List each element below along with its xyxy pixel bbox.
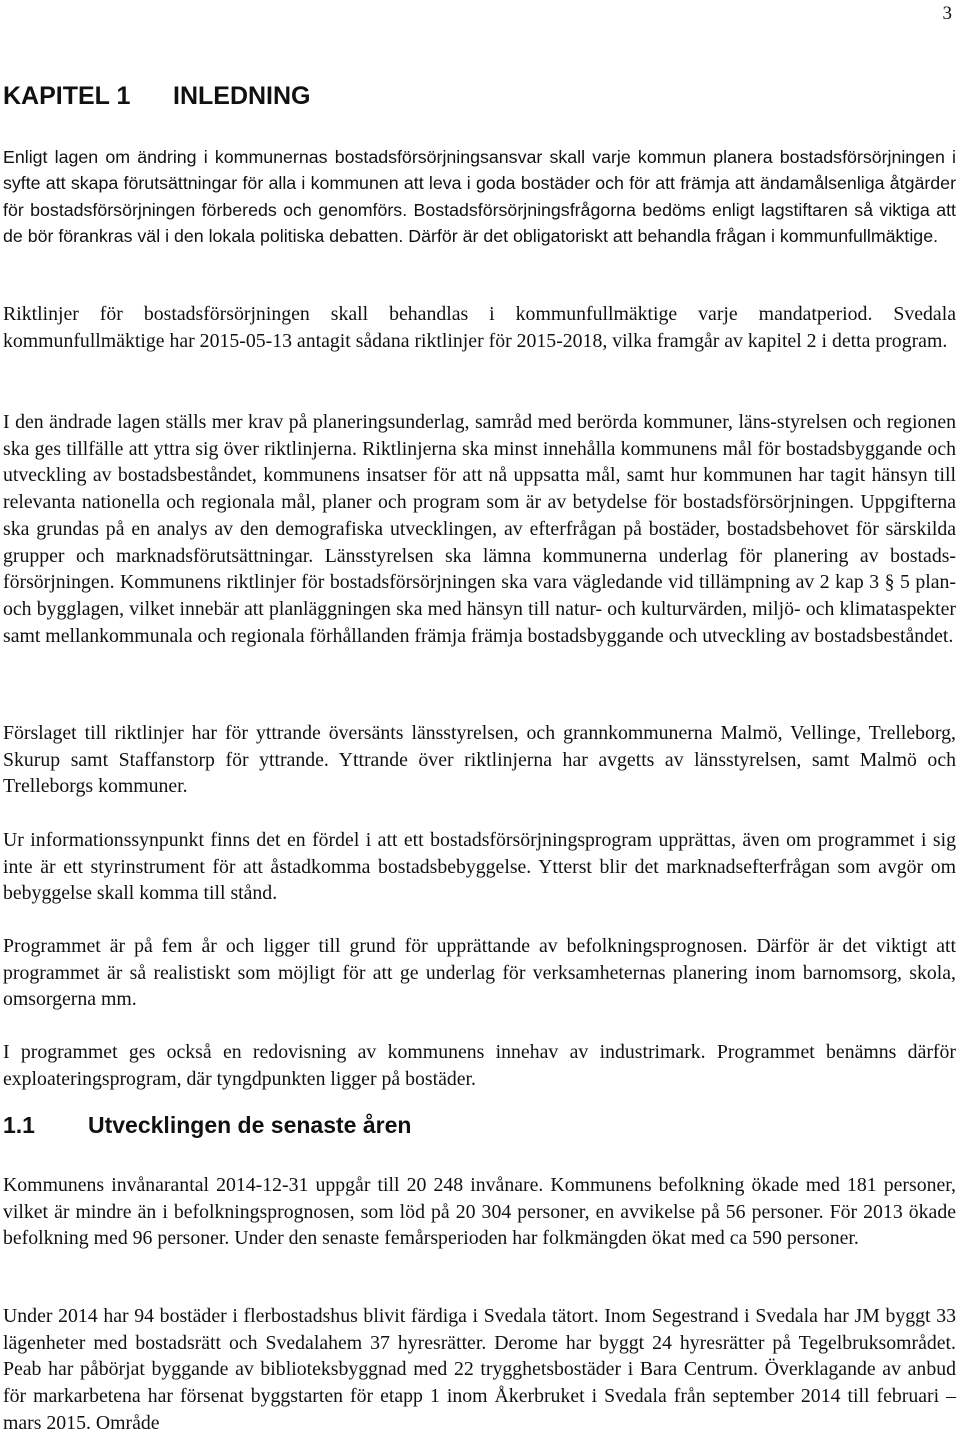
chapter-number: KAPITEL 1 — [3, 82, 131, 110]
chapter-title: INLEDNING — [173, 82, 311, 110]
chapter-heading — [3, 82, 311, 111]
paragraph-programmet: Programmet är på fem år och ligger till grund för upprättande av befolkningsprognosen. Därför är det viktigt att programmet är så realistiskt som möjligt för att ge underlag för verksamheternas planering inom barnomsorg, skola, omsorgerna mm. — [3, 935, 956, 1011]
paragraph-industrimark: I programmet ges också en redovisning av kommunens innehav av industrimark. Programmet benämns därför exploateringsprogram, där tyngdpunkten ligger på bostäder. — [3, 1041, 956, 1090]
paragraph-andrade-lagen: I den ändrade lagen ställs mer krav på planeringsunderlag, samråd med berörda kommuner, läns-styrelsen och regionen ska ges tillfälle att yttra sig över riktlinjerna. Riktlinjerna ska minst innehålla kommunens mål för bostadsbyggande och utveckling av bostadsbeståndet, kommunens insatser för att nå uppsatta mål, samt hur kommunen har tagit hänsyn till relevanta nationella och regionala mål, planer och program som är av betydelse för bostadsförsörjningen. Uppgifterna ska grundas på en analys av den demografiska utvecklingen, av efterfrågan på bostäder, bostadsbehovet för särskilda grupper och marknadsförutsättningar. Länsstyrelsen ska lämna kommunerna underlag för planering av bostads-försörjningen. Kommunens riktlinjer för bostadsförsörjningen ska vara vägledande vid tillämpning av 2 kap 3 § 5 plan- och bygglagen, vilket innebär att planläggningen ska med hänsyn till natur- och kulturvärden, miljö- och klimataspekter samt mellankommunala och regionala förhållanden främja främja bostadsbyggande och utveckling av bostadsbeståndet. — [3, 411, 956, 647]
intro-paragraph: Enligt lagen om ändring i kommunernas bostadsförsörjningsansvar skall varje kommun planera bostadsförsörjningen i syfte att skapa förutsättningar för alla i kommunen att leva i goda bostäder och för att främja att ändamålsenliga åtgärder för bostadsförsörjningen förbereds och genomförs. Bostadsförsörjningsfrågorna bedöms enligt lagstiftaren så viktiga att de bör förankras väl i den lokala politiska debatten. Därför är det obligatoriskt att behandla frågan i kommunfullmäktige. — [3, 147, 956, 247]
paragraph-bostader-2014: Under 2014 har 94 bostäder i flerbostadshus blivit färdiga i Svedala tätort. Inom Segestrand i Svedala har JM byggt 33 lägenheter med bostadsrätt och Svedalahem 37 hyresrätter. Derome har byggt 24 hyresrätter på Tegelbruksområdet. Peab har påbörjat byggande av biblioteksbyggnad med 22 trygghetsbostäder i Bara Centrum. Överklagande av anbud för markarbetena har försenat byggstarten för etapp 1 inom Åkerbruket i Svedala från september 2014 till februari – mars 2015. Område — [3, 1305, 956, 1434]
paragraph-riktlinjer: Riktlinjer för bostadsförsörjningen skall behandlas i kommunfullmäktige varje mandatperiod. Svedala kommunfullmäktige har 2015-05-13 antagit sådana riktlinjer för 2015-2018, vilka framgår av kapitel 2 i detta program. — [3, 303, 956, 352]
paragraph-invanarantal: Kommunens invånarantal 2014-12-31 uppgår till 20 248 invånare. Kommunens befolkning ökade med 181 personer, vilket är mindre än i befolkningsprognosen, som löd på 20 304 personer, en avvikelse på 56 personer. För 2013 ökade befolkning med 96 personer. Under den senaste femårsperioden har folkmängden ökat med ca 590 personer. — [3, 1174, 956, 1250]
section-heading — [3, 1112, 411, 1139]
page-number: 3 — [942, 3, 952, 24]
paragraph-forslaget: Förslaget till riktlinjer har för yttrande översänts länsstyrelsen, och grannkommunerna Malmö, Vellinge, Trelleborg, Skurup samt Staffanstorp för yttrande. Yttrande över riktlinjerna har avgetts av länsstyrelsen, samt Malmö och Trelleborgs kommuner. — [3, 722, 956, 798]
section-number: 1.1 — [3, 1112, 35, 1138]
section-title: Utvecklingen de senaste åren — [88, 1112, 412, 1138]
paragraph-informationssynpunkt: Ur informationssynpunkt finns det en fördel i att ett bostadsförsörjningsprogram upprättas, även om programmet i sig inte är ett styrinstrument för att åstadkomma bostadsbebyggelse. Ytterst blir det marknadsefterfrågan som avgör om bebyggelse skall komma till stånd. — [3, 829, 956, 905]
